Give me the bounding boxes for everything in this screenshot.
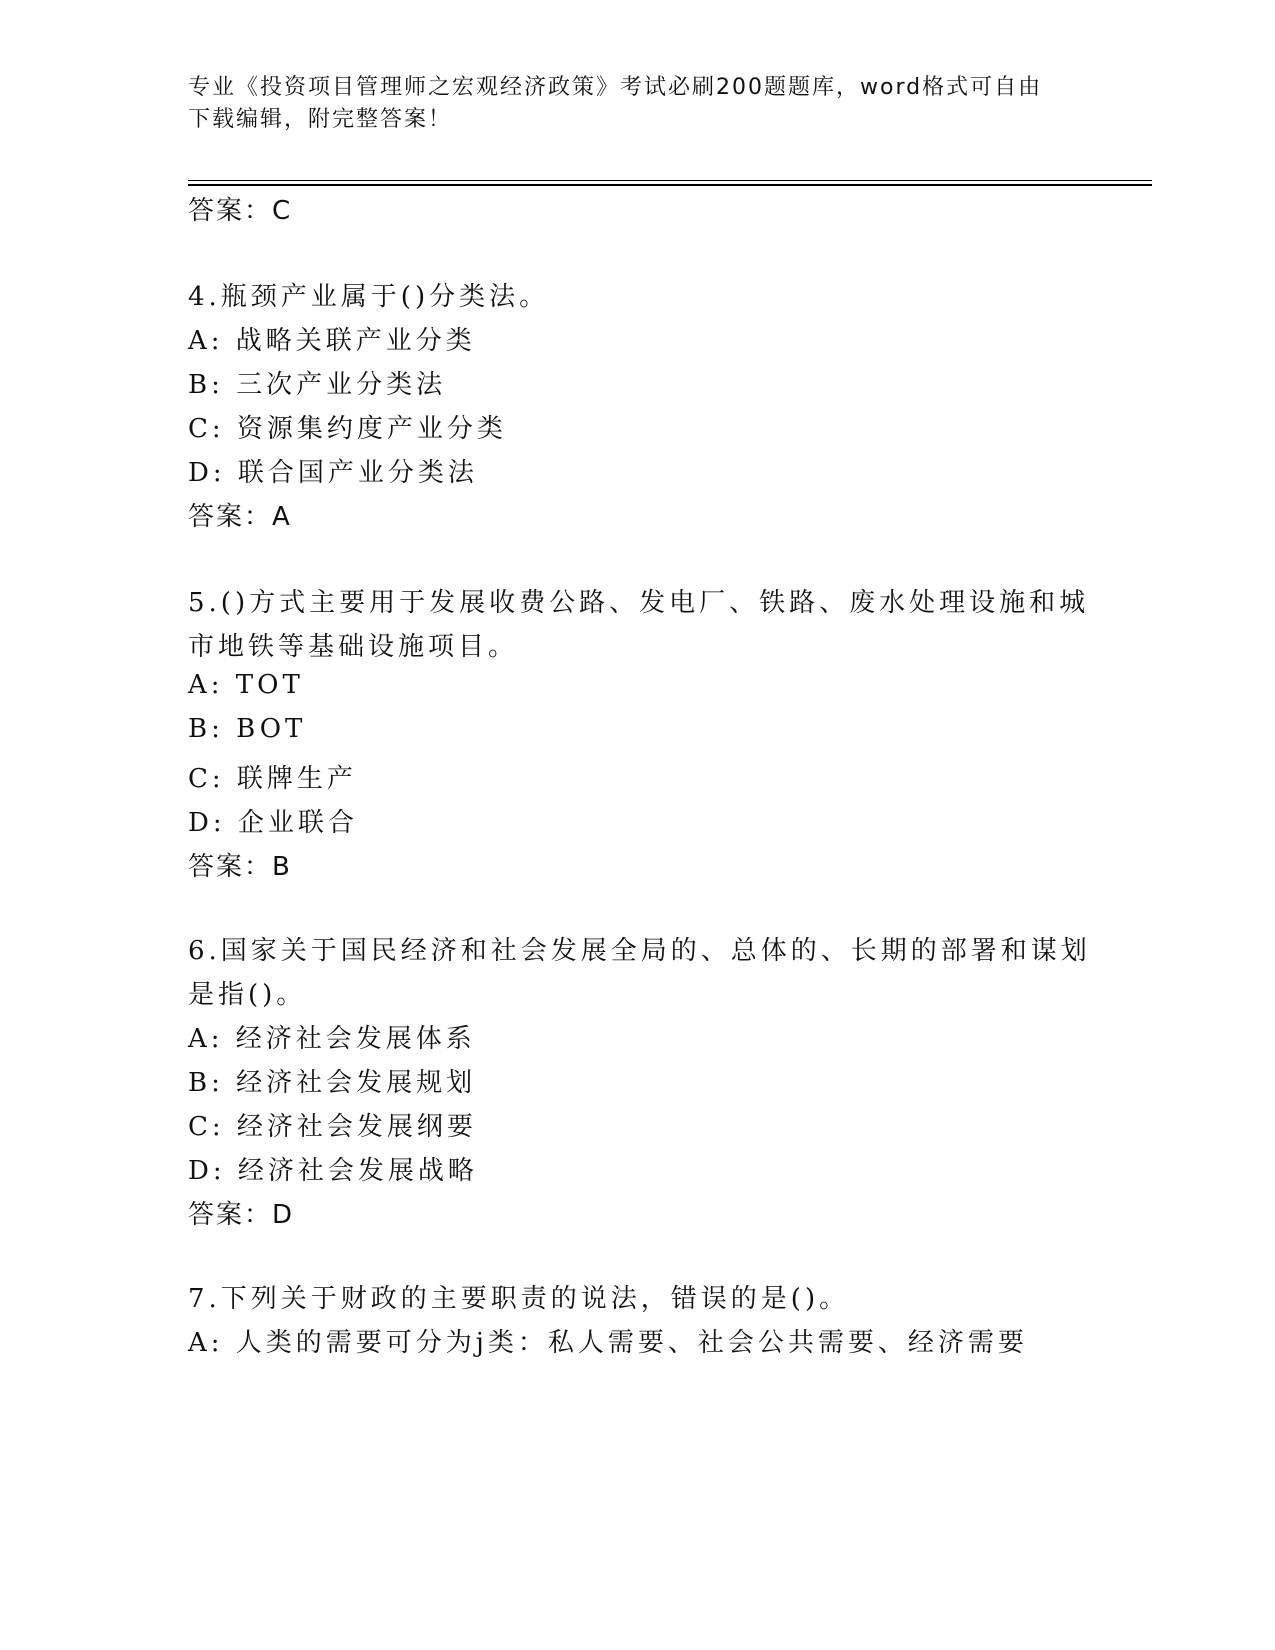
option-b: B: 三次产业分类法 [188,370,447,400]
header-divider-thin [188,180,1152,181]
header-divider-thick [188,184,1152,186]
option-d: D: 经济社会发展战略 [188,1156,478,1186]
option-a: A: TOT [188,670,304,700]
answer-line: 答案：B [188,852,292,882]
answer-line: 答案：C [188,196,293,226]
question-stem: 7.下列关于财政的主要职责的说法，错误的是()。 [188,1284,850,1314]
option-c: C: 资源集约度产业分类 [188,414,507,444]
header-line-2: 下载编辑，附完整答案！ [188,107,453,132]
answer-line: 答案：D [188,1200,295,1230]
option-d: D: 企业联合 [188,808,358,838]
option-a: A: 战略关联产业分类 [188,326,476,356]
header-line-1: 专业《投资项目管理师之宏观经济政策》考试必刷200题题库，word格式可自由 [188,75,1043,100]
option-d: D: 联合国产业分类法 [188,458,478,488]
option-c: C: 联牌生产 [188,764,357,794]
document-header [188,72,1088,136]
question-stem-continued: 是指()。 [188,980,307,1010]
question-stem: 5.()方式主要用于发展收费公路、发电厂、铁路、废水处理设施和城 [188,588,1090,618]
option-c: C: 经济社会发展纲要 [188,1112,477,1142]
question-stem: 4.瓶颈产业属于()分类法。 [188,282,550,312]
question-stem-continued: 市地铁等基础设施项目。 [188,632,519,662]
answer-line: 答案：A [188,502,292,532]
option-b: B: 经济社会发展规划 [188,1068,477,1098]
option-a: A: 人类的需要可分为j类：私人需要、社会公共需要、经济需要 [188,1328,1028,1358]
question-stem: 6.国家关于国民经济和社会发展全局的、总体的、长期的部署和谋划 [188,936,1091,966]
option-b: B: BOT [188,714,307,744]
option-a: A: 经济社会发展体系 [188,1024,476,1054]
